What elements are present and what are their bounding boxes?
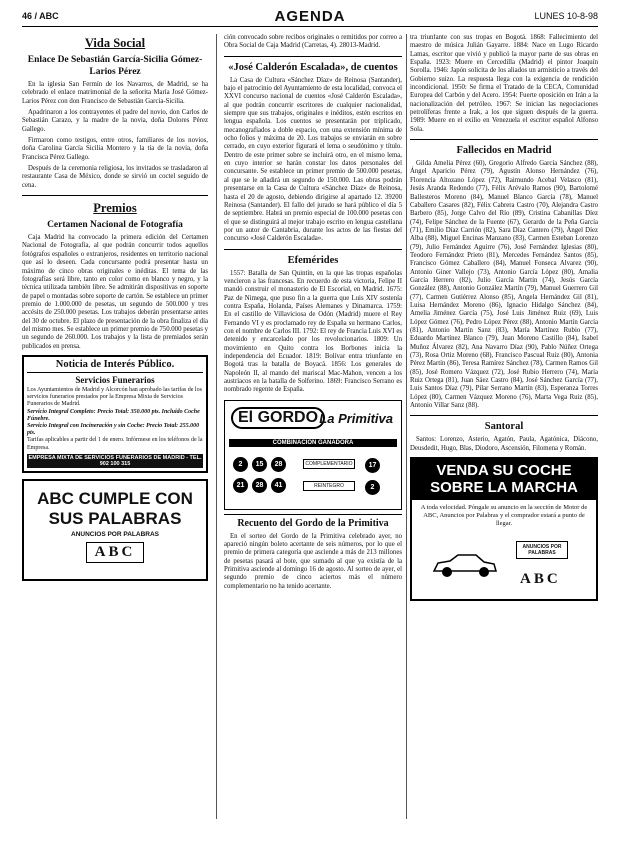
ad-headline: SOBRE LA MARCHA bbox=[430, 479, 578, 497]
car-icon bbox=[430, 551, 500, 579]
column-3 bbox=[410, 34, 598, 824]
notice-line: Servicio Integral con Incineración y sin Coche: Precio Total: 255.000 pts. bbox=[27, 422, 200, 437]
winning-combination-label: COMBINACIÓN GANADORA bbox=[229, 439, 397, 447]
lottery-number: 28 bbox=[271, 457, 286, 472]
fallecidos-heading: Fallecidos en Madrid bbox=[456, 145, 552, 157]
column-divider bbox=[406, 34, 407, 819]
premios-subheading: Certamen Nacional de Fotografía bbox=[47, 220, 183, 231]
ad-tagline: ANUNCIOS POR PALABRAS bbox=[71, 530, 159, 538]
abc-logo: ABC bbox=[520, 571, 561, 588]
calderon-heading: «José Calderón Escalada», de cuentos bbox=[228, 61, 398, 73]
santoral-heading: Santoral bbox=[484, 421, 524, 433]
notice-line: Servicio Integral Completo: Precio Total: 350.000 pts. Incluido Coche Fúnebre. bbox=[27, 408, 200, 422]
calderon-paragraph: La Casa de Cultura «Sánchez Díaz» de Reinosa (Santander), bajo el patrocinio del Ayuntamiento de esta localidad, convoca el XXVI concurso nacional de cuentos «José Calderón Escalada», al que podrán concurrir escritores de cualquier nacionalidad, siempre que sus trabajos, originales e inéditos, estén escritos en lengua española. Los cuentos se presentarán por triplicado, mecanografiados a doble espacio, con una extensión mínima de ocho folios y máxima de 20. Los trabajos se enviarán en sobre cerrado, en cuyo exterior figurará el lema o seudónimo y título. Dentro de este primer sobre se incluirá otro, en el mismo lema, en cuyo interior se harán constar los datos personales del concursante. Se establece un primer premio de 500.000 pesetas, al que se le añadirá un segundo de 150.000. Las obras podrán presentarse en la Casa de Cultura «Sánchez Díaz» de Reinosa, hasta el 20 de agosto, debiendo dirigirse al apartado 12. 39200 Reinosa (Santander). El fallo del jurado se hará público el día 5 de septiembre. Habrá un premio especial de 100.000 pesetas con el que se distinguirá al mejor trabajo escrito en lengua castellana por un autor de Cantabria, durante los actos de las fiestas del concurso «José Calderón Escalada». bbox=[224, 76, 402, 243]
column-1 bbox=[22, 34, 208, 824]
primitiva-logo: La Primitiva bbox=[319, 410, 393, 426]
fallecidos-paragraph: Gilda Amelia Pérez (60), Gregorio Alfredo García Sánchez (88), Ángel Aparicio Pérez (79), Agustín Alonso Hernández (76), Florencia Altozano López (72), Raimundo Acebal Velasco (81), Jesús Aranda Redondo (77), Félix Arévalo Ramos (90), Bartolomé Ballesteros Moreno (84), Manuel Blanco García (78), Manuel Caballero Casares (82), Félix Cabrera Castro (70), Alejandra Castro Barbero (85), Jorge Calvo del Río (89), Cristina Cabanillas Díez (74), Felipe Sánchez de la Fuente (67), Gerardo de la Peña García (71), Emilio Díaz Carrión (82), Sara Díaz Cantero (79), Ángel Díez Alba (88), Miguel Encinas Manzano (83), Carmen Esteban Lorenzo (79), Julio Fernández Aguirre (76), José Fernández Iglesias (80), Teodoro Fernández Prieto (81), Mercedes Fernández Santos (85), Francisco Gómez Caballero (84), Manuel Fonseca Alvarez (90), Antonio Giner Vallejo (73), Antonio García López (80), Amalia García Herrero (82), Julio García Martín (74), Jesús García González (88), Antonio González Martín (79), Manuel Guerrero Gil (77), Carmen Gutiérrez Alonso (85), Angela Hernández Gil (81), Luisa Hernández Moreno (86), Ignacio Hidalgo Sánchez (84), Amelia Jiménez García (75), José Luis Jiménez Ruiz (69), Luis López Gómez (76), Pedro López Pérez (88), Antonio Martín García (81), Antonio Martín Sanz (83), María Martínez Rubio (77), Eduardo Martínez Blanco (79), Juan Moreno Castillo (84), Isabel Muñoz Álvarez (82), Ana Navarro Díaz (90), Pablo Núñez Ortega (73), Rosa Ortiz Moreno (68), Francisco Pascual Ruiz (80), Antonia Pérez Martín (86), Teresa Ramírez Sánchez (78), Carmen Ramos Gil (85), José Romero Vázquez (72), José Rubio Herrero (74), María Ruiz Ortega (81), Juan Sáez Castro (84), José Sánchez García (77), Luis Santos Díaz (79), Pilar Serrano Martín (83), Esperanza Torres López (80), Carmen Vázquez Moreno (76), Marta Vega Ruiz (85), Antonio Villar Sanz (88). bbox=[410, 160, 598, 410]
ad-headline: VENDA SU COCHE bbox=[436, 462, 572, 480]
continued-text: tra triunfante con sus tropas en Bogotá. 1868: Fallecimiento del maestro de música Julián Gayarre. 1884: Nace en Lugo Ricardo Lamas, escritor que vivió y publicó la mayor parte de sus obras en España. 1923: Muere en Cercedilla (Madrid) el pintor Joaquín Sorolla. 1946: Japón solicita de los aliados un armisticio a través del Gobierno suizo. La respuesta llega con la exigencia de rendición incondicional. 1950: Se firma el Tratado de la CECA, Comunidad Europea del Carbón y del Acero. 1954: Fuerte oposición en Irán a la nacionalización del petróleo. 1967: Se inician las negociaciones petrolíferas frente a Irak, a los que siguen después de la guerra. 1989: Muere en el exilio en Venezuela el escritor español Alfonso Sola. bbox=[410, 34, 598, 133]
page-header bbox=[22, 8, 598, 27]
notice-line: Tarifas aplicables a partir del 1 de enero. Infórmese en los teléfonos de la Empresa. bbox=[27, 437, 203, 451]
recuento-paragraph: En el sorteo del Gordo de la Primitiva celebrado ayer, no apareció ningún boleto acertante de seis números, por lo que el premio de primera categoría que asciende a más de 213 millones de pesetas pasará al bote, que sumado al que ya existía de la Primitiva asciende al domingo 16 de agosto. Al sorteo de ayer, el segundo premio de cinco aciertos más el número complementario no ha tenido acertante. bbox=[224, 532, 402, 590]
vida-social-paragraph: Firmaron como testigos, entre otros, familiares de los novios, doña Carolina García Sicilia Montero y la tía de la novia, doña Francisca Pérez Gallego. bbox=[22, 137, 208, 161]
divider bbox=[224, 249, 402, 250]
ad-headline: SUS PALABRAS bbox=[48, 508, 182, 528]
notice-line: Los Ayuntamientos de Madrid y Alcorcón han aprobado las tarifas de los servicios funerarios prestados por la Empresa Mixta de Servicios Funerarios de Madrid. bbox=[27, 386, 202, 408]
section-title: AGENDA bbox=[274, 8, 346, 25]
issue-date: LUNES 10-8-98 bbox=[534, 11, 598, 21]
lottery-number: 15 bbox=[252, 457, 267, 472]
premios-paragraph: Caja Madrid ha convocado la primera edición del Certamen Nacional de Fotografía, al que podrán concurrir todos aquellos fotógrafos españoles o extranjeros, residentes en territorio nacional que así lo deseen. Cada concursante podrá presentar hasta un máximo de cinco obras originales e inéditas. El tema de las fotografías será libre, tanto en color como en blanco y negro, y la técnica utilizada también libre. Se admitirán dispositivas en soporte de papel o montadas sobre soporte de cartón. Se establece un primer premio de 1.000.000 de pesetas, un segundo de 500.000 y tres accésits de 250.000 pesetas. Los trabajos deberán presentarse antes del 30 de octubre. El plazo de presentación de la obra finaliza el día del mismo mes. Se establece un primer premio de 750.000 pesetas y un segundo de 260.000. Los trabajos y la lista de premiados serán publicados en prensa. bbox=[22, 234, 208, 350]
ad-headline-block bbox=[412, 459, 596, 500]
reintegro-label: REINTEGRO bbox=[303, 481, 355, 491]
divider bbox=[22, 195, 208, 196]
vida-social-subheading: Enlace De Sebastián García-Sicilia Gómez-Larios Pérez bbox=[27, 55, 203, 77]
premios-heading: Premios bbox=[93, 201, 137, 216]
lottery-number: 21 bbox=[233, 478, 248, 493]
vida-social-paragraph: Después de la ceremonia religiosa, los invitados se trasladaron al restaurante Casa de México, donde se sirvió un coctel seguido de cena. bbox=[22, 165, 208, 189]
santoral-paragraph: Santos: Lorenzo, Asterio, Agatón, Paula, Agatónica, Diácono, Deusdedit, Hugo, Blas, Diodoro, Ascensión, Filomena y Román. bbox=[410, 436, 598, 452]
reintegro-number: 2 bbox=[365, 480, 380, 495]
complementario-number: 17 bbox=[365, 458, 380, 473]
ad-tagline: ANUNCIOS POR PALABRAS bbox=[516, 541, 568, 559]
vida-social-heading: Vida Social bbox=[84, 36, 146, 50]
efemerides-heading: Efemérides bbox=[287, 254, 339, 266]
abc-classifieds-ad[interactable] bbox=[22, 479, 208, 581]
notice-footer: EMPRESA MIXTA DE SERVICIOS FUNERARIOS DE MADRID - TEL. 902 100 315 bbox=[28, 454, 202, 467]
ad-headline: ABC CUMPLE CON bbox=[37, 488, 193, 508]
vida-social-paragraph: Apadrinaron a los contrayentes el padre del novio, don Carlos de Sebastián Carazo, y la madre de la novia, doña Dolores Pérez Gallego. bbox=[22, 109, 208, 133]
notice-title: Noticia de Interés Público. bbox=[27, 359, 203, 373]
public-notice bbox=[22, 355, 208, 473]
notice-subtitle: Servicios Funerarios bbox=[75, 374, 155, 385]
divider bbox=[224, 56, 402, 57]
lottery-number: 28 bbox=[252, 478, 267, 493]
el-gordo-logo: El GORDO bbox=[231, 407, 325, 429]
vida-social-paragraph: En la iglesia San Fermín de los Navarros, de Madrid, se ha celebrado el enlace matrimonial de la señorita María José Gómez-Larios Pérez con don Francisco de Sebastián García-Sicilia. bbox=[22, 81, 208, 105]
divider bbox=[410, 139, 598, 140]
page-number: 46 / ABC bbox=[22, 11, 59, 21]
column-divider bbox=[216, 34, 217, 819]
column-2 bbox=[224, 34, 402, 824]
car-sale-ad[interactable] bbox=[410, 457, 598, 601]
continued-text: ción convocado sobre recibos originales o remitidos por correo a Obra Social de Caja Madrid (Carretas, 4). 28013-Madrid. bbox=[224, 34, 402, 50]
lottery-results-box bbox=[224, 400, 402, 510]
abc-logo: ABC bbox=[86, 542, 145, 563]
lottery-number: 41 bbox=[271, 478, 286, 493]
lottery-number: 2 bbox=[233, 457, 248, 472]
divider bbox=[410, 415, 598, 416]
efemerides-paragraph: 1557: Batalla de San Quintín, en la que las tropas españolas vencieron a las francesas. En recuerdo de esta victoria, Felipe II mandó construir el monasterio de El Escorial, en Madrid. 1675: Paz de Nimega, que puso fin a la guerra que Luis XIV sostenía contra España, Holanda, Países Alemanes y Dinamarca. 1759: En el castillo de Villaviciosa de Odón (Madrid) muere el Rey Fernando VI y es proclamado rey de España su hermano Carlos, con el nombre de Carlos III. 1792: El rey de Francia Luis XVI es detenido y encarcelado por los revolucionarios. 1809: Un movimiento en Quito contra los Borbones inicia la independencia del Ecuador. 1819: Bolívar entra triunfante en Bogotá tras la batalla de Boyacá. 1856: Los generales de Napoleón II, al mando del mariscal Mac-Mahon, vencen a los austriacos en la batalla de Solferino. 1869: Francisco Serrano es nombrado regente de España. bbox=[224, 269, 402, 394]
recuento-heading: Recuento del Gordo de la Primitiva bbox=[224, 514, 402, 530]
complementario-label: COMPLEMENTARIO bbox=[303, 459, 355, 469]
ad-body: A toda velocidad. Póngale su anuncio en la sección de Motor de ABC, Anuncios por Palabras y el comprador estará a punto de llegar. bbox=[420, 504, 588, 528]
